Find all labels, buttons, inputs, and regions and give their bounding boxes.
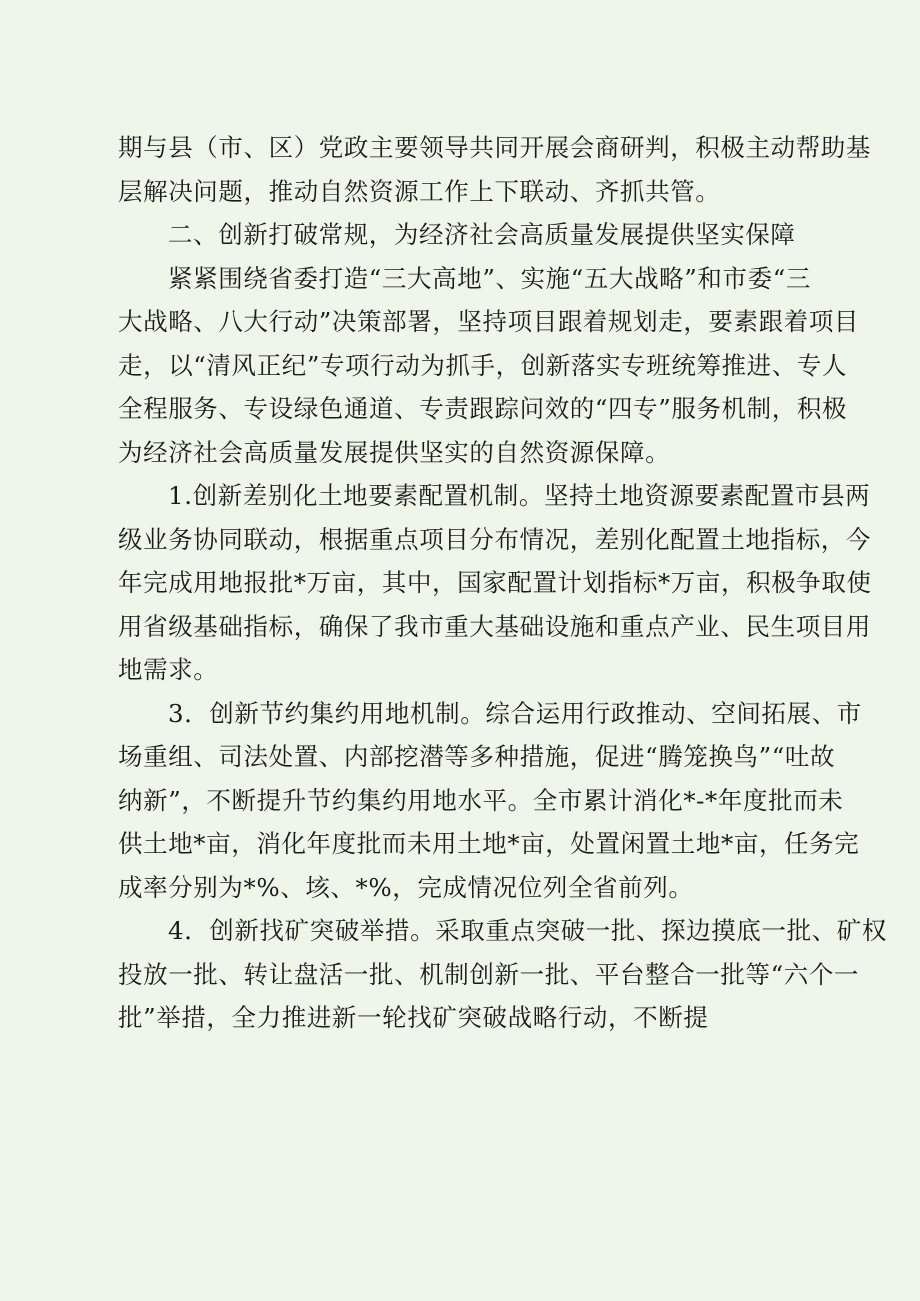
text-line: 1.创新差别化土地要素配置机制。坚持土地资源要素配置市县两	[168, 481, 871, 510]
text-line: 3．创新节约集约用地机制。综合运用行政推动、空间拓展、市	[168, 698, 862, 728]
text-line: 级业务协同联动，根据重点项目分布情况，差别化配置土地指标，今	[118, 524, 871, 554]
text-line: 层解决问题，推动自然资源工作上下联动、齐抓共管。	[118, 176, 721, 206]
text-line: 纳新”，不断提升节约集约用地水平。全市累计消化*-*年度批而未	[118, 785, 844, 815]
text-line: 大战略、八大行动”决策部署，坚持项目跟着规划走，要素跟着项目	[118, 307, 860, 336]
text-line: 场重组、司法处置、内部挖潜等多种措施，促进“腾笼换鸟”“吐故	[118, 742, 836, 771]
text-line: 年完成用地报批*万亩，其中，国家配置计划指标*万亩，积极争取使	[118, 568, 872, 597]
text-line: 用省级基础指标，确保了我市重大基础设施和重点产业、民生项目用	[118, 611, 871, 641]
text-line: 为经济社会高质量发展提供坚实的自然资源保障。	[118, 437, 671, 467]
text-line: 走，以“清风正纪”专项行动为抓手，创新落实专班统筹推进、专人	[118, 350, 848, 380]
paragraph-item-3	[118, 692, 862, 910]
paragraph-continuation	[118, 126, 871, 213]
section-heading	[118, 213, 804, 257]
text-line: 投放一批、转让盘活一批、机制创新一批、平台整合一批等“六个一	[118, 959, 860, 989]
paragraph-intro	[118, 257, 860, 475]
text-line: 地需求。	[118, 655, 219, 684]
document-body	[118, 126, 887, 1040]
paragraph-item-1	[118, 474, 872, 692]
heading-text: 二、创新打破常规，为经济社会高质量发展提供坚实保障	[168, 220, 796, 249]
text-line: 期与县（市、区）党政主要领导共同开展会商研判，积极主动帮助基	[118, 133, 871, 162]
text-line: 批”举措，全力推进新一轮找矿突破战略行动，不断提	[118, 1003, 709, 1032]
text-line: 成率分别为*%、垓、*%，完成情况位列全省前列。	[118, 872, 694, 902]
text-line: 紧紧围绕省委打造“三大高地”、实施“五大战略”和市委“三	[168, 263, 811, 293]
text-line: 供土地*亩，消化年度批而未用土地*亩，处置闲置土地*亩，任务完	[118, 829, 860, 858]
text-line: 全程服务、专设绿色通道、专责跟踪问效的“四专”服务机制，积极	[118, 394, 848, 423]
text-line: 4．创新找矿突破举措。采取重点突破一批、探边摸底一批、矿权	[168, 916, 887, 945]
paragraph-item-4	[118, 909, 887, 1040]
